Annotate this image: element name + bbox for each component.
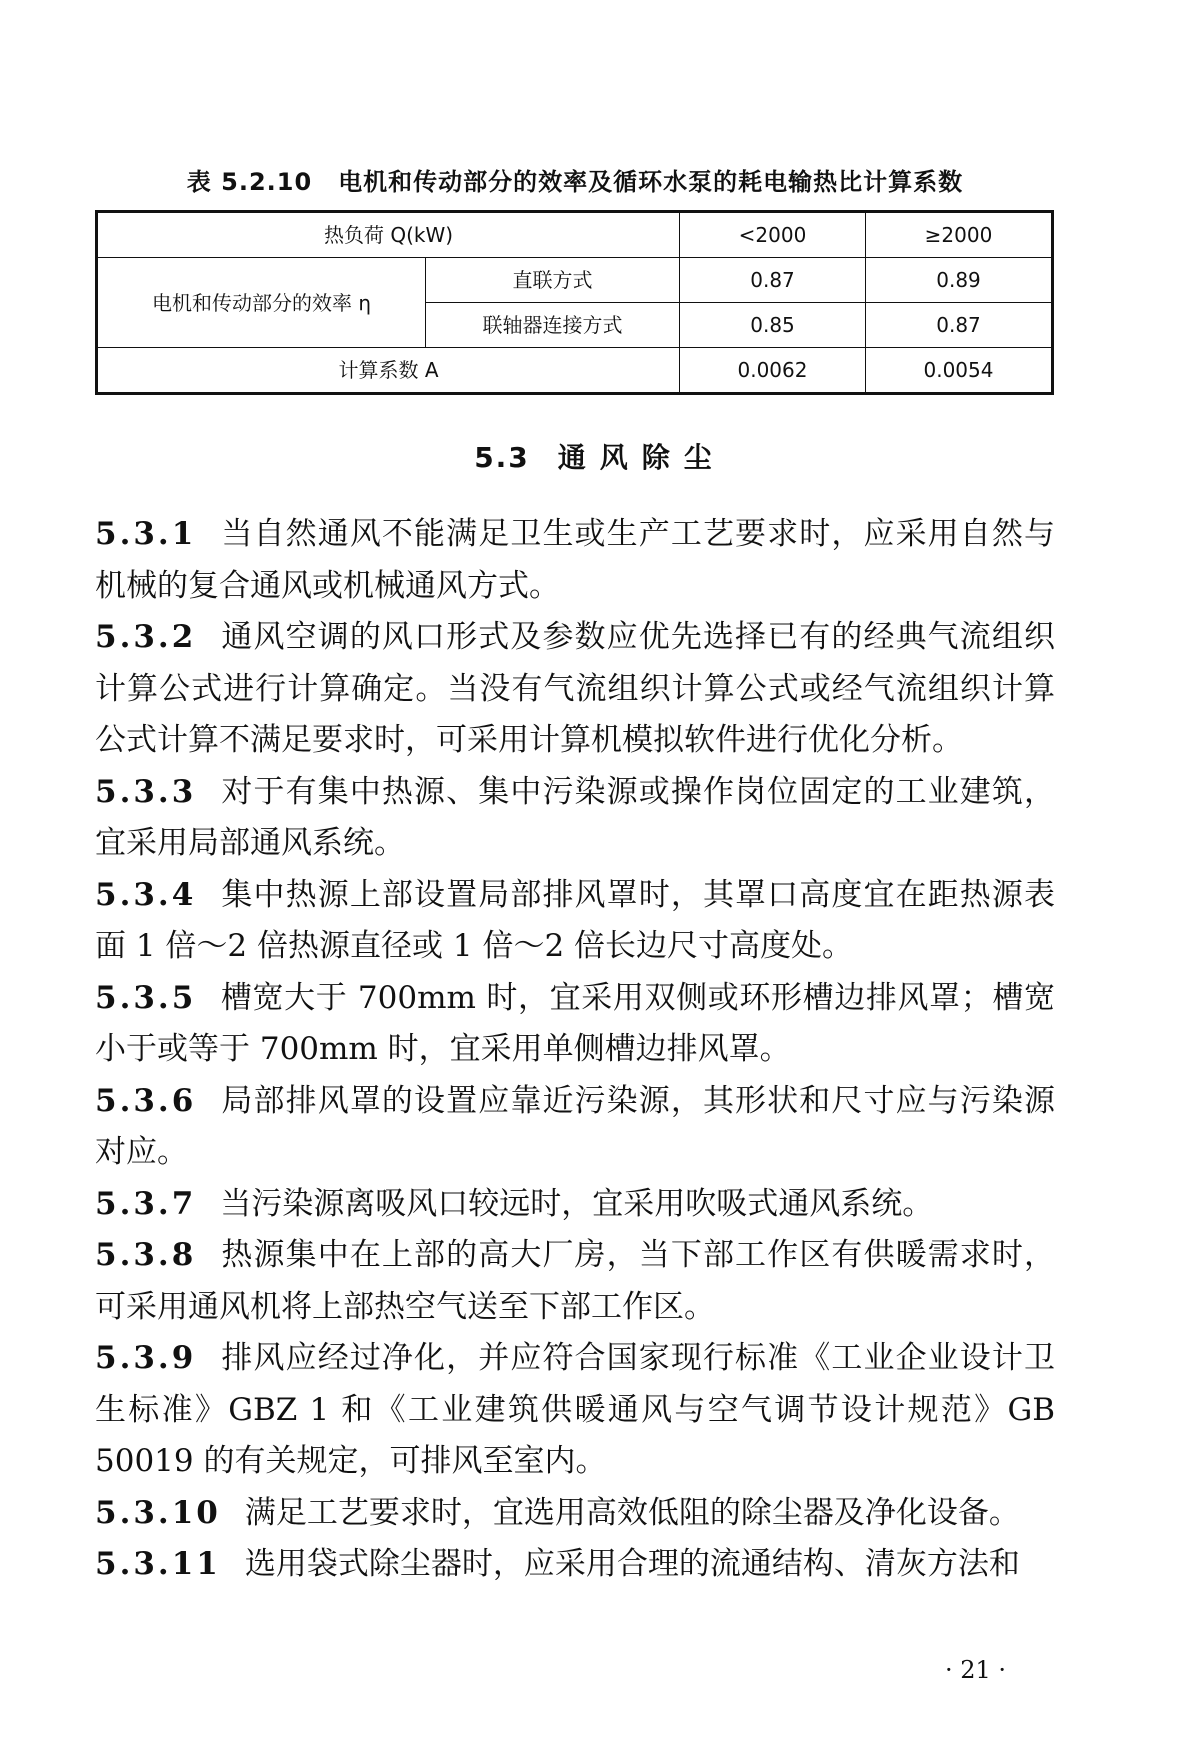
clause-number: 5.3.8 <box>95 1237 197 1273</box>
clause <box>95 1488 1055 1540</box>
clause-number: 5.3.11 <box>95 1546 221 1582</box>
clause <box>95 509 1055 612</box>
table-row <box>97 348 1053 394</box>
clause <box>95 973 1055 1076</box>
clause-number: 5.3.1 <box>95 516 197 552</box>
clause-text: 排风应经过净化，并应符合国家现行标准《工业企业设计卫生标准》GBZ 1 和《工业建筑供暖通风与空气调节设计规范》GB 50019 的有关规定，可排风至室内。 <box>95 1340 1055 1479</box>
header-under-2000: <2000 <box>680 212 866 258</box>
clause-text: 局部排风罩的设置应靠近污染源，其形状和尺寸应与污染源对应。 <box>95 1082 1055 1170</box>
method-cell: 直联方式 <box>426 258 680 303</box>
header-heat-load: 热负荷 Q(kW) <box>97 212 680 258</box>
clause-number: 5.3.2 <box>95 619 197 655</box>
table-caption-number: 表 5.2.10 <box>186 168 313 196</box>
section-heading <box>0 436 1200 476</box>
clause-text: 集中热源上部设置局部排风罩时，其罩口高度宜在距热源表面 1 倍～2 倍热源直径或 1 倍～2 倍长边尺寸高度处。 <box>95 876 1055 964</box>
efficiency-label: 电机和传动部分的效率 η <box>97 258 426 348</box>
clause-number: 5.3.9 <box>95 1340 197 1376</box>
clause-number: 5.3.5 <box>95 979 197 1016</box>
value-cell: 0.0054 <box>866 348 1053 394</box>
clause-text: 热源集中在上部的高大厂房，当下部工作区有供暖需求时，可采用通风机将上部热空气送至下部工作区。 <box>95 1237 1055 1325</box>
value-cell: 0.87 <box>680 258 866 303</box>
value-cell: 0.89 <box>866 258 1053 303</box>
efficiency-table <box>95 210 1054 395</box>
clause-list <box>95 509 1055 1591</box>
clause-text: 选用袋式除尘器时，应采用合理的流通结构、清灰方法和 <box>244 1546 1020 1582</box>
clause-text: 通风空调的风口形式及参数应优先选择已有的经典气流组织计算公式进行计算确定。当没有气流组织计算公式或经气流组织计算公式计算不满足要求时，可采用计算机模拟软件进行优化分析。 <box>95 619 1055 758</box>
table-caption <box>95 162 1055 197</box>
clause <box>95 1179 1055 1231</box>
table-caption-title: 电机和传动部分的效率及循环水泵的耗电输热比计算系数 <box>338 168 964 196</box>
value-cell: 0.0062 <box>680 348 866 394</box>
clause-number: 5.3.6 <box>95 1082 197 1119</box>
clause-number: 5.3.3 <box>95 773 197 810</box>
clause-text: 当污染源离吸风口较远时，宜采用吹吸式通风系统。 <box>220 1185 934 1222</box>
method-cell: 联轴器连接方式 <box>426 303 680 348</box>
clause-text: 当自然通风不能满足卫生或生产工艺要求时，应采用自然与机械的复合通风或机械通风方式。 <box>95 516 1055 604</box>
clause <box>95 870 1055 973</box>
clause <box>95 612 1055 767</box>
clause-text: 满足工艺要求时，宜选用高效低阻的除尘器及净化设备。 <box>244 1494 1020 1531</box>
clause <box>95 1076 1055 1179</box>
value-cell: 0.85 <box>680 303 866 348</box>
clause-text: 槽宽大于 700mm 时，宜采用双侧或环形槽边排风罩；槽宽小于或等于 700mm 时，宜采用单侧槽边排风罩。 <box>95 979 1055 1067</box>
clause-text: 对于有集中热源、集中污染源或操作岗位固定的工业建筑，宜采用局部通风系统。 <box>95 773 1055 861</box>
clause <box>95 1539 1055 1591</box>
clause-number: 5.3.10 <box>95 1494 221 1531</box>
coefficient-label: 计算系数 A <box>97 348 680 394</box>
clause <box>95 1333 1055 1488</box>
clause <box>95 767 1055 870</box>
clause-number: 5.3.7 <box>95 1185 197 1222</box>
table-row <box>97 258 1053 303</box>
section-title: 通风除尘 <box>557 441 726 474</box>
clause <box>95 1230 1055 1333</box>
table-header-row <box>97 212 1053 258</box>
clause-number: 5.3.4 <box>95 876 197 913</box>
section-number: 5.3 <box>474 441 530 474</box>
header-over-2000: ≥2000 <box>866 212 1053 258</box>
page-number: · 21 · <box>945 1656 1007 1684</box>
value-cell: 0.87 <box>866 303 1053 348</box>
